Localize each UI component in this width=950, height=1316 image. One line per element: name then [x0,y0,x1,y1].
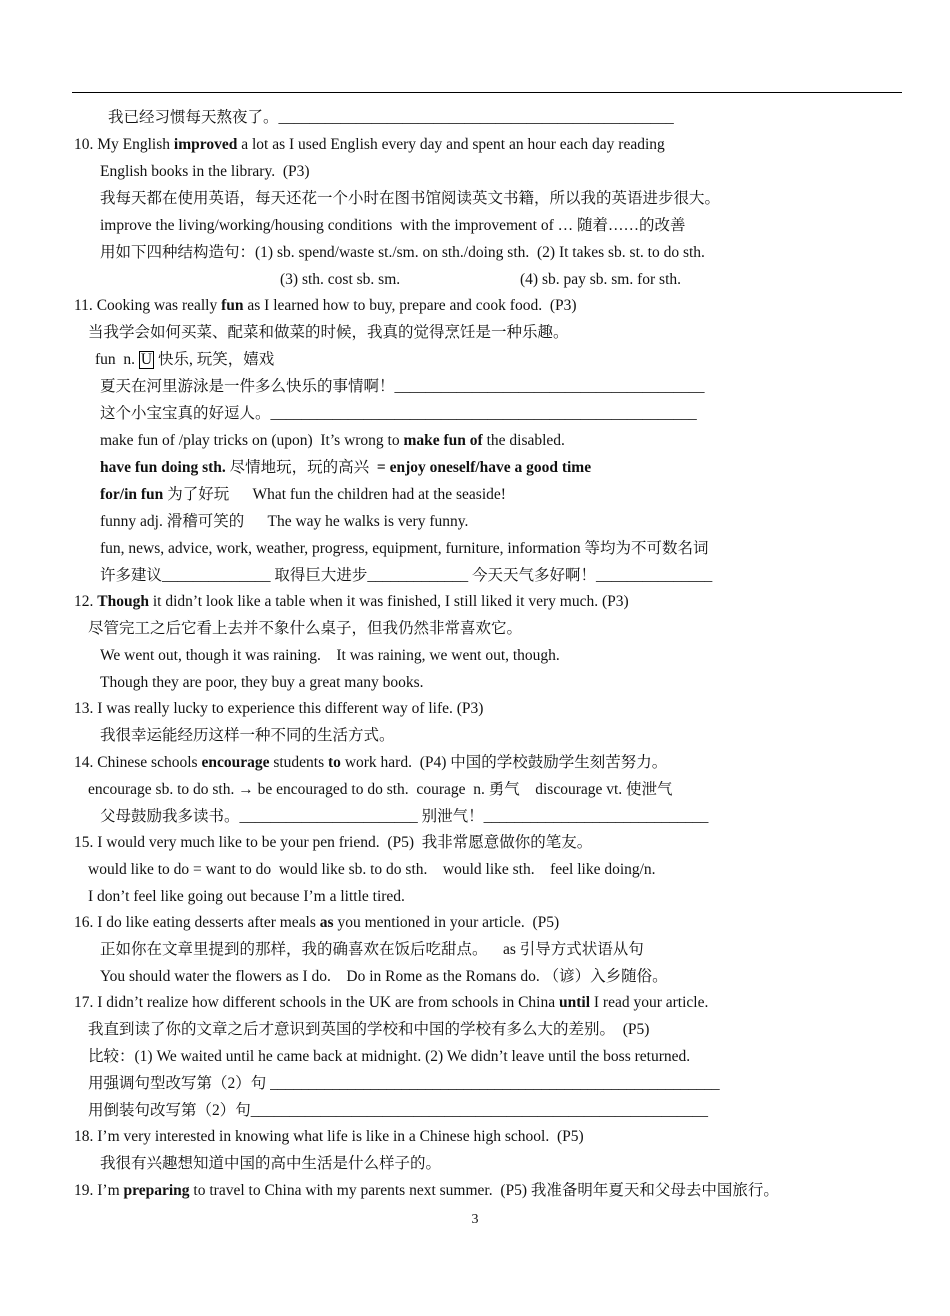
item-15: 15. I would very much like to be your pen friend. (P5) 我非常愿意做你的笔友。 [74,834,593,851]
text-span: 尽情地玩，玩的高兴 [225,459,377,476]
item-14 [74,753,667,773]
keyword: preparing [123,1182,190,1199]
text-line [100,485,506,505]
text-span: a lot as I used English every day and spent an hour each day reading [237,136,665,153]
exercise-line: (3) sth. cost sb. sm. [280,271,401,288]
exercise-line: (4) sb. pay sb. sm. for sth. [520,271,682,288]
translation-line: 我直到读了你的文章之后才意识到英国的学校和中国的学校有多么大的差别。 (P5) [88,1021,650,1038]
text-span: it didn’t look like a table when it was finished, I still liked it very much. (P3) [148,593,629,610]
exercise-line: 这个小宝宝真的好逗人。_______________________________________________________ [100,405,697,422]
text-line: 比较：(1) We waited until he came back at midnight. (2) We didn’t leave until the boss returned. [88,1048,691,1065]
keyword: make fun of [403,432,483,449]
exercise-line: 许多建议______________ 取得巨大进步_____________ 今天天气多好啊！_______________ [100,567,713,584]
translation-line: 当我学会如何买菜、配菜和做菜的时候，我真的觉得烹饪是一种乐趣。 [88,324,569,341]
item-16 [74,913,559,933]
keyword: for/in fun [100,486,164,503]
item-17 [74,993,708,1013]
text-span: Chinese schools [97,754,202,771]
text-line: English books in the library. (P3) [100,163,310,180]
text-span: I read your article. [590,994,709,1011]
exercise-line: 用倒装句改写第（2）句___________________________________________________________ [88,1102,709,1119]
text-line: Though they are poor, they buy a great many books. [100,674,424,691]
item-number: 12. [74,593,98,610]
item-number: 14. [74,754,98,771]
keyword: until [558,994,590,1011]
keyword: Though [97,593,149,610]
item-number: 17. [74,994,98,1011]
text-span: I’m [97,1182,124,1199]
text-span: you mentioned in your article. (P5) [333,914,560,931]
keyword: fun [221,297,244,314]
text-span: students [269,754,329,771]
text-line: I don’t feel like going out because I’m a little tired. [88,888,405,905]
text-line [100,431,565,451]
translation-line: 我每天都在使用英语，每天还花一个小时在图书馆阅读英文书籍，所以我的英语进步很大。 [100,190,721,207]
item-12 [74,592,629,612]
translation-line: 我很有兴趣想知道中国的高中生活是什么样子的。 [100,1155,442,1172]
item-number: 19. [74,1182,98,1199]
item-18: 18. I’m very interested in knowing what life is like in a Chinese high school. (P5) [74,1128,584,1145]
keyword: to [328,754,341,771]
keyword: improved [173,136,238,153]
text-line: would like to do = want to do would like sb. to do sth. would like sth. feel like doing/n. [88,861,656,878]
exercise-line: 用如下四种结构造句：(1) sb. spend/waste st./sm. on sth./doing sth. (2) It takes sb. st. to do sth. [100,244,705,261]
text-line: We went out, though it was raining. It was raining, we went out, though. [100,647,560,664]
item-number: 11. [74,297,97,314]
uncountable-box: U [140,351,153,368]
translation-line: 我很幸运能经历这样一种不同的生活方式。 [100,727,395,744]
text-span: to travel to China with my parents next summer. (P5) 我准备明年夏天和父母去中国旅行。 [189,1182,779,1199]
text-span: I didn’t realize how different schools in the UK are from schools in China [97,994,559,1011]
text-span: as I learned how to buy, prepare and cook food. (P3) [243,297,577,314]
text-span: make fun of /play tricks on (upon) It’s wrong to [100,432,404,449]
text-line: improve the living/working/housing conditions with the improvement of … 随着……的改善 [100,217,686,234]
text-span: 为了好玩 What fun the children had at the seaside! [163,486,506,503]
translation-line: 正如你在文章里提到的那样，我的确喜欢在饭后吃甜点。 as 引导方式状语从句 [100,941,644,958]
text-line: 我已经习惯每天熬夜了。___________________________________________________ [108,109,674,126]
text-span: My English [97,136,174,153]
keyword: = enjoy oneself/have a good time [376,459,592,476]
text-span: I do like eating desserts after meals [97,914,320,931]
text-line: encourage sb. to do sth. → be encouraged to do sth. courage n. 勇气 discourage vt. 使泄气 [88,781,673,798]
item-19 [74,1181,779,1201]
text-span: work hard. (P4) 中国的学校鼓励学生刻苦努力。 [340,754,668,771]
page-number: 3 [471,1212,479,1227]
text-line: fun, news, advice, work, weather, progress, equipment, furniture, information 等均为不可数名词 [100,540,709,557]
item-number: 10. [74,136,98,153]
text-line [95,350,274,370]
translation-line: 尽管完工之后它看上去并不象什么桌子，但我仍然非常喜欢它。 [88,620,523,637]
keyword: as [319,914,334,931]
keyword: have fun doing sth. [100,459,226,476]
text-line: funny adj. 滑稽可笑的 The way he walks is very funny. [100,513,469,530]
text-span: fun n. [95,351,139,368]
exercise-line: 用强调句型改写第（2）句 __________________________________________________________ [88,1075,720,1092]
header-rule [72,92,902,93]
exercise-line: 夏天在河里游泳是一件多么快乐的事情啊！________________________________________ [100,378,705,395]
text-span: Cooking was really [96,297,222,314]
item-number: 16. [74,914,98,931]
item-13: 13. I was really lucky to experience this different way of life. (P3) [74,700,484,717]
text-span: the disabled. [482,432,565,449]
item-10 [74,135,665,155]
keyword: encourage [201,754,270,771]
item-11 [74,296,577,316]
text-line: You should water the flowers as I do. Do in Rome as the Romans do. （谚）入乡随俗。 [100,968,668,985]
text-line [100,458,591,478]
text-span: 快乐, 玩笑，嬉戏 [154,351,275,368]
exercise-line: 父母鼓励我多读书。_______________________ 别泄气！_____________________________ [100,808,709,825]
